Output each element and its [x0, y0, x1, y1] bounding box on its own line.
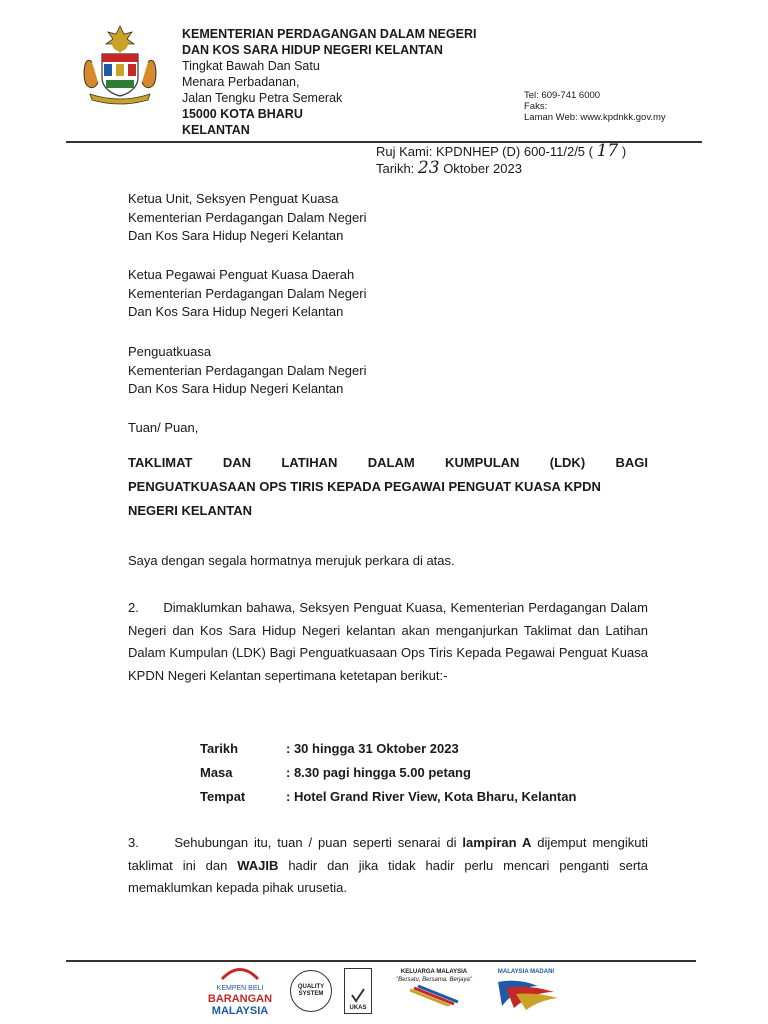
contact-block [524, 90, 666, 123]
malaysia-madani-logo: MALAYSIA MADANI [488, 964, 564, 1016]
recipient-2: Ketua Pegawai Penguat Kuasa Daerah Kementerian Perdagangan Dalam Negeri Dan Kos Sara Hidup Negeri Kelantan [128, 267, 367, 319]
contact-tel: Tel: 609-741 6000 [524, 90, 601, 101]
recipient-3: Penguatkuasa Kementerian Perdagangan Dalam Negeri Dan Kos Sara Hidup Negeri Kelantan [128, 344, 367, 396]
schedule-row-venue: Tempat : Hotel Grand River View, Kota Bharu, Kelantan [200, 789, 577, 804]
arch-icon [200, 964, 280, 980]
ministry-name-line2: DAN KOS SARA HIDUP NEGERI KELANTAN [182, 43, 443, 57]
contact-web: Laman Web: www.kpdnkk.gov.my [524, 112, 666, 123]
crown-check-icon [350, 985, 366, 1005]
keluarga-malaysia-logo: KELUARGA MALAYSIA "Bersatu, Bersama, Berjaya" [394, 964, 474, 1016]
madani-swoosh-icon [488, 976, 564, 1012]
handwritten-ref: 17 [596, 141, 619, 161]
lampiran-reference: lampiran A [462, 835, 532, 850]
address-postcode: 15000 KOTA BHARU [182, 107, 303, 121]
address-state: KELANTAN [182, 123, 250, 137]
letter-subject [128, 451, 648, 523]
salutation: Tuan/ Puan, [128, 420, 199, 435]
kempen-beli-barangan-malaysia-logo: KEMPEN BELI BARANGAN MALAYSIA [200, 964, 280, 1016]
ukas-logo: UKAS [344, 964, 374, 1016]
ministry-name-line1: KEMENTERIAN PERDAGANGAN DALAM NEGERI [182, 27, 477, 41]
paragraph-1: Saya dengan segala hormatnya merujuk perkara di atas. [128, 553, 455, 568]
reference-number: Ruj Kami: KPDNHEP (D) 600-11/2/5 ( 17 ) [376, 141, 627, 161]
letter-date: Tarikh: 23 Oktober 2023 [376, 158, 522, 178]
contact-fax: Faks: [524, 101, 548, 112]
quality-system-logo: QUALITY SYSTEM [290, 964, 338, 1016]
letterhead [182, 26, 476, 138]
subject-line3: NEGERI KELANTAN [128, 503, 252, 518]
paragraph-2: 2. Dimaklumkan bahawa, Seksyen Penguat Kuasa, Kementerian Perdagangan Dalam Negeri dan Kos Sara Hidup Negeri kelantan akan menganjurkan Taklimat dan Latihan Dalam Kumpulan (LDK) Bagi Penguatkuasaan Ops Tiris Kepada Pegawai Penguat Kuasa KPDN Negeri Kelantan sepertimana ketetapan berikut:- [128, 600, 648, 683]
address-line3: Jalan Tengku Petra Semerak [182, 91, 343, 105]
paragraph-3: 3. Sehubungan itu, tuan / puan seperti senarai di lampiran A dijemput mengikuti taklimat ini dan WAJIB hadir dan jika tidak hadir perlu mencari penganti serta memaklumkan kepada pihak urusetia. [128, 835, 649, 895]
flag-stripes-icon [394, 984, 474, 1006]
subject-line2: PENGUATKUASAAN OPS TIRIS KEPADA PEGAWAI PENGUAT KUASA KPDN [128, 479, 601, 494]
schedule-row-date: Tarikh : 30 hingga 31 Oktober 2023 [200, 741, 459, 756]
mandatory-emphasis: WAJIB [237, 857, 279, 873]
address-line2: Menara Perbadanan, [182, 75, 300, 89]
handwritten-day: 23 [417, 158, 440, 178]
address-line1: Tingkat Bawah Dan Satu [182, 59, 320, 73]
coat-of-arms-icon [70, 24, 170, 108]
footer-divider [66, 960, 696, 962]
recipient-1: Ketua Unit, Seksyen Penguat Kuasa Kementerian Perdagangan Dalam Negeri Dan Kos Sara Hidup Negeri Kelantan [128, 191, 367, 243]
schedule-row-time: Masa : 8.30 pagi hingga 5.00 petang [200, 765, 471, 780]
event-schedule [200, 737, 576, 809]
subject-line1: TAKLIMAT DAN LATIHAN DALAM KUMPULAN (LDK) BAGI [128, 455, 648, 470]
reference-block [376, 143, 626, 177]
